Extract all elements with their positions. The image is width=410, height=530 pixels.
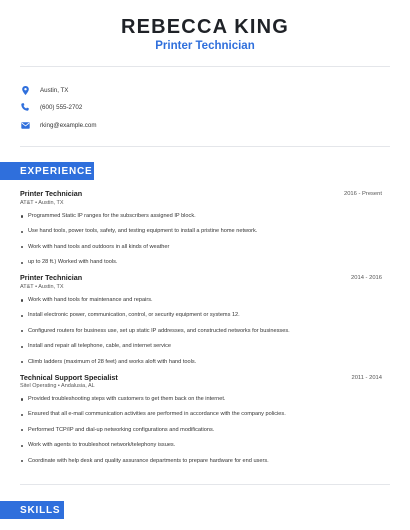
job-bullet: Coordinate with help desk and quality assurance departments to prepare hardware for end users. xyxy=(20,458,390,465)
candidate-name: REBECCA KING xyxy=(120,16,290,38)
candidate-title: Printer Technician xyxy=(155,40,255,52)
location-text: Austin, TX xyxy=(40,86,69,94)
contact-email[interactable] xyxy=(20,118,97,132)
job-bullet: Performed TCP/IP and dial-up networking configurations and modifications. xyxy=(20,427,390,434)
job-bullet-list xyxy=(20,297,390,374)
job-bullet: Use hand tools, power tools, safety, and testing equipment to install a pristine home network. xyxy=(20,228,390,235)
header-divider xyxy=(20,66,390,67)
job-bullet: Work with agents to troubleshoot network/telephony issues. xyxy=(20,442,390,449)
job-company-location: Sitel Operating • Andalusia, AL xyxy=(20,383,95,389)
job-dates: 2016 - Present xyxy=(343,191,382,197)
experience-divider xyxy=(20,484,390,485)
skills-section-header: SKILLS xyxy=(0,501,64,519)
email-icon xyxy=(20,120,30,130)
contact-divider xyxy=(20,146,390,147)
job-bullet-list xyxy=(20,213,390,275)
job-bullet: Climb ladders (maximum of 28 feet) and works aloft with hand tools. xyxy=(20,359,390,366)
phone-text: (600) 555-2702 xyxy=(40,103,83,111)
job-dates: 2014 - 2016 xyxy=(351,275,382,281)
email-text[interactable]: rking@example.com xyxy=(40,121,97,129)
job-bullet: Configured routers for business use, set up static IP addresses, and constructed networks for businesses. xyxy=(20,328,390,335)
job-title: Technical Support Specialist xyxy=(20,373,118,382)
job-bullet: Work with hand tools for maintenance and repairs. xyxy=(20,297,390,304)
job-company-location: AT&T • Austin, TX xyxy=(20,284,64,290)
phone-icon xyxy=(20,102,30,112)
job-bullet: Work with hand tools and outdoors in all kinds of weather xyxy=(20,244,390,251)
job-bullet: Ensured that all e-mail communication activities are performed in accordance with the company policies. xyxy=(20,411,390,418)
contact-phone xyxy=(20,100,82,114)
experience-section-header: EXPERIENCE xyxy=(0,162,94,180)
contact-location xyxy=(20,83,68,97)
job-title: Printer Technician xyxy=(20,189,83,198)
job-title: Printer Technician xyxy=(20,273,83,282)
job-bullet-list xyxy=(20,396,390,473)
job-bullet: Provided troubleshooting steps with customers to get them back on the internet. xyxy=(20,396,390,403)
job-bullet: Programmed Static IP ranges for the subscribers assigned IP block. xyxy=(20,213,390,220)
job-company-location: AT&T • Austin, TX xyxy=(20,200,64,206)
job-bullet: Install electronic power, communication, control, or security equipment or systems 12. xyxy=(20,312,390,319)
location-pin-icon xyxy=(20,85,30,95)
job-dates: 2011 - 2014 xyxy=(351,375,382,381)
job-bullet: Install and repair all telephone, cable, and internet service xyxy=(20,343,390,350)
job-bullet: up to 28 ft.) Worked with hand tools. xyxy=(20,259,390,266)
